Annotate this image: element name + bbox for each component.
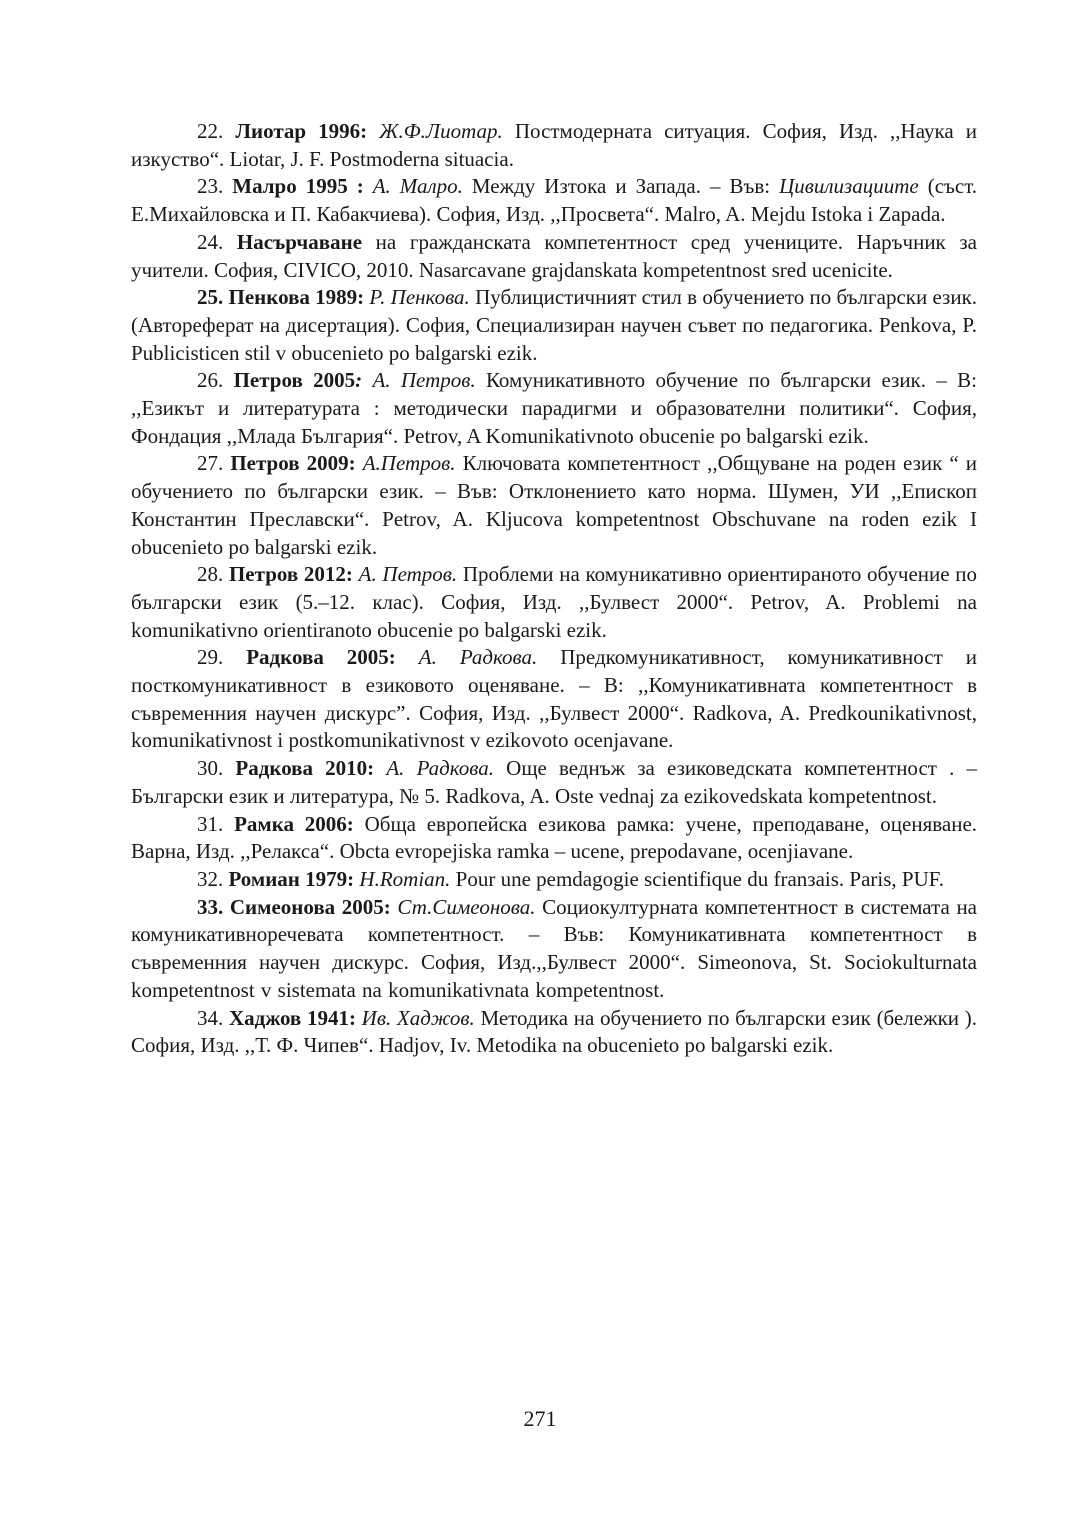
reference-entry: 29. Радкова 2005: А. Радкова. Предкомуникативност, комуникативност и посткомуникативност в езиковото оценяване. – В: ,,Комуникативната компетентност в съвременния научен дискурс”. София, Изд. ,,Булвест 2000“. Radkova, A. Predkounikativnost, komunikativnost i postkomunikativnost v ezikovoto ocenjavane.	[131, 645, 978, 753]
reference-entry: 25. Пенкова 1989: Р. Пенкова. Публицистичният стил в обучението по български език.(Автореферат на дисертация). София, Специализиран научен съвет по педагогика. Penkova, P. Publicisticen stil v obucenieto po balgarski ezik.	[131, 285, 978, 365]
reference-text: Още веднъж за езиковедската компетентност . – Български език и литература, № 5. Radkova, A. Oste vednaj za ezikovedskata kompetentnost.	[131, 756, 978, 808]
reference-entry: 30. Радкова 2010: А. Радкова. Още веднъж за езиковедската компетентност . – Български език и литература, № 5. Radkova, A. Oste vednaj za ezikovedskata kompetentnost.	[131, 756, 978, 808]
reference-author: Пенкова 1989:	[228, 285, 365, 310]
reference-text: на гражданската компетентност сред учениците. Наръчник за учители. София, CIVICO, 2010. Nasarcavane grajdanskata kompetentnost sred ucenicite.	[131, 229, 977, 282]
reference-author: Симеонова 2005:	[229, 894, 391, 919]
reference-text: Методика на обучението по български език (бележки ). София, Изд. ,,Т. Ф. Чипев“. Hadjov, Iv. Metodika na obucenieto po balgarski ezik.	[131, 1005, 977, 1058]
reference-author: Петров 2009:	[230, 451, 356, 476]
reference-name: А.Петров.	[362, 451, 456, 476]
reference-text: Постмодерната ситуация. София, Изд. ,,Наука и изкуство“. Liotar, J. F. Postmoderna situacia.	[131, 119, 978, 171]
reference-text: Предкомуникативност, комуникативност и посткомуникативност в езиковото оценяване. – В: ,,Комуникативната компетентност в съвременния научен дискурс”. София, Изд. ,,Булвест 2000“. Radkova, A. Predkounikativnost, komunikativnost i postkomunikativnost v ezikovoto ocenjavane.	[131, 645, 978, 753]
reference-entry: 33. Симеонова 2005: Ст.Симеонова. Социокултурната компетентност в системата на комуникативноречевата компетентност. – Във: Комуникативната компетентност в съвременния научен дискурс. София, Изд.,,Булвест 2000“. Simeonova, St. Sociokulturnata kompetentnost v sistemata na komunikativnata kompetentnost.	[131, 894, 978, 1002]
reference-name: А. Петров.	[358, 562, 458, 587]
reference-entry: 31. Рамка 2006: Обща европейска езикова рамка: учене, преподаване, оценяване. Варна, Изд. ,,Релакса“. Obcta evropejiska ramka – ucene, prepodavane, ocenjiavane.	[131, 811, 978, 864]
reference-text: Проблеми на комуникативно ориентираното обучение по български език (5.–12. клас). София, Изд. ,,Булвест 2000“. Petrov, A. Problemi na komunikativno orientiranoto obucenie po balgarski ezik.	[131, 562, 978, 642]
reference-author: Насърчаване	[236, 229, 363, 254]
reference-entry: 32. Ромиан 1979: H.Romian. Pour une pemdagogie scientifique du franзais. Paris, PUF.	[197, 866, 945, 891]
reference-text: Pour une pemdagogie scientifique du franзais. Paris, PUF.	[455, 866, 945, 891]
reference-entry: 26. Петров 2005: А. Петров. Комуникативното обучение по български език. – В: ,,Езикът и литературата : методически парадигми и образователни политики“. София, Фондация ,,Млада България“. Petrov, A Komunikativnoto obucenie po balgarski ezik.	[131, 368, 977, 448]
reference-name: Ив. Хаджов.	[361, 1005, 475, 1030]
reference-author: Петров 2005	[233, 368, 356, 393]
reference-entry: 28. Петров 2012: А. Петров. Проблеми на комуникативно ориентираното обучение по български език (5.–12. клас). София, Изд. ,,Булвест 2000“. Petrov, A. Problemi na komunikativno orientiranoto obucenie po balgarski ezik.	[131, 562, 978, 642]
reference-author: Малро 1995 :	[232, 174, 364, 199]
bibliography-list	[131, 118, 977, 1060]
reference-name: H.Romian.	[359, 866, 451, 891]
reference-author: Лиотар 1996:	[235, 119, 368, 143]
reference-text: Между Изтока и Запада. – Във:	[471, 174, 771, 199]
reference-author: Петров 2012:	[228, 562, 353, 587]
reference-author: Радкова 2005:	[246, 645, 396, 670]
reference-text: Социокултурната компетентност в системата на комуникативноречевата компетентност. – Във: Комуникативната компетентност в съвременния научен дискурс. София, Изд.,,Булвест 2000“. Simeonova, St. Sociokulturnata kompetentnost v sistemata na komunikativnata kompetentnost.	[131, 894, 978, 1002]
reference-name: Ст.Симеонова.	[397, 894, 536, 919]
reference-author: Хаджов 1941:	[228, 1005, 356, 1030]
reference-entry: 27. Петров 2009: А.Петров. Ключовата компетентност ,,Общуване на роден език “ и обучението по български език. – Във: Отклонението като норма. Шумен, УИ ,,Епископ Константин Преславски“. Petrov, A. Kljucova kompetentnost Obschuvane na roden ezik I obucenieto po balgarski ezik.	[131, 451, 978, 559]
reference-author: Радкова 2010:	[235, 756, 375, 781]
reference-name: А. Малро.	[372, 174, 463, 199]
reference-text: Комуникативното обучение по български език. – В: ,,Езикът и литературата : методически парадигми и образователни политики“. София, Фондация ,,Млада България“. Petrov, A Komunikativnoto obucenie po balgarski ezik.	[131, 368, 977, 448]
reference-name: А. Петров.	[372, 368, 476, 393]
reference-entry: 23. Малро 1995 : А. Малро. Между Изтока и Запада. – Във: Цивилизациите (съст. Е.Михайловска и П. Кабакчиева). София, Изд. ,,Просвета“. Malro, A. Mejdu Istoka i Zapada.	[131, 174, 978, 227]
reference-entry: 24. Насърчаване на гражданската компетентност сред учениците. Наръчник за учители. София, CIVICO, 2010. Nasarcavane grajdanskata kompetentnost sred ucenicite.	[131, 229, 977, 282]
reference-text: (съст. Е.Михайловска и П. Кабакчиева). София, Изд. ,,Просвета“. Malro, A. Mejdu Istoka i Zapada.	[131, 174, 978, 227]
page-number: 271	[523, 1406, 557, 1431]
reference-italic-title: Цивилизациите	[779, 174, 919, 199]
reference-author: Ромиан 1979:	[228, 866, 355, 891]
reference-text: Публицистичният стил в обучението по български език.(Автореферат на дисертация). София, Специализиран научен съвет по педагогика. Penkova, P. Publicisticen stil v obucenieto po balgarski ezik.	[131, 285, 978, 365]
reference-entry: 34. Хаджов 1941: Ив. Хаджов. Методика на обучението по български език (бележки ). София, Изд. ,,Т. Ф. Чипев“. Hadjov, Iv. Metodika na obucenieto po balgarski ezik.	[131, 1005, 977, 1058]
reference-entry: 22. Лиотар 1996: Ж.Ф.Лиотар. Постмодерната ситуация. София, Изд. ,,Наука и изкуство“. Liotar, J. F. Postmoderna situacia.	[131, 119, 978, 171]
reference-name: Р. Пенкова.	[369, 285, 470, 310]
reference-text: Ключовата компетентност ,,Общуване на роден език “ и обучението по български език. – Във: Отклонението като норма. Шумен, УИ ,,Епископ Константин Преславски“. Petrov, A. Kljucova kompetentnost Obschuvane na roden ezik I obucenieto po balgarski ezik.	[131, 451, 978, 559]
reference-author: Рамка 2006:	[234, 811, 354, 836]
reference-name: А. Радкова.	[418, 645, 538, 670]
reference-text: Обща европейска езикова рамка: учене, преподаване, оценяване. Варна, Изд. ,,Релакса“. Obcta evropejiska ramka – ucene, prepodavane, ocenjiavane.	[131, 811, 978, 864]
reference-name: А. Радкова.	[386, 756, 494, 781]
reference-name: Ж.Ф.Лиотар.	[379, 119, 503, 143]
